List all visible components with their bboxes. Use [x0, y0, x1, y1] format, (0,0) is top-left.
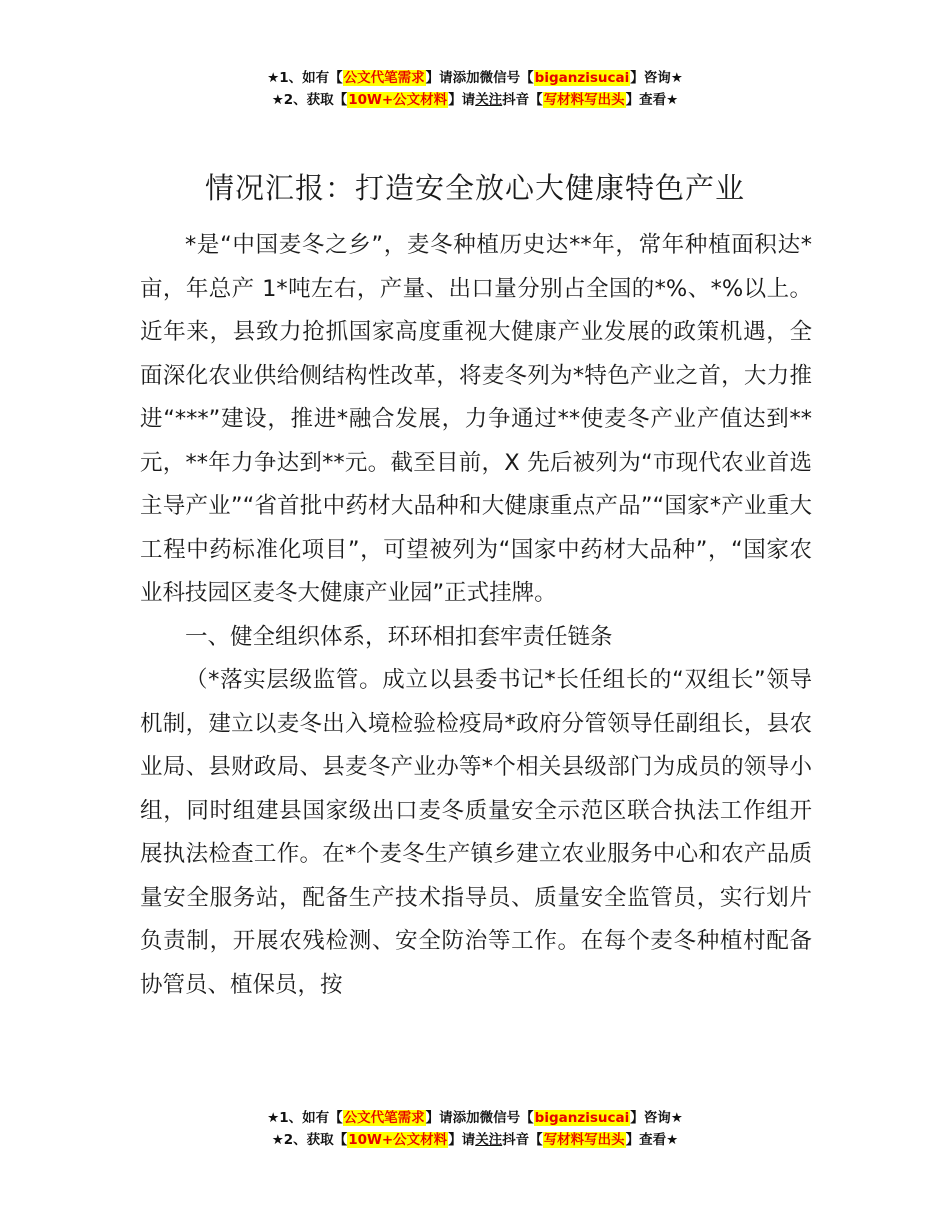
banner-highlight: 10W+公文材料 [348, 1132, 448, 1148]
banner-text: 】请 [448, 1132, 476, 1148]
banner-text: 】请添加微信号【 [425, 70, 534, 86]
banner-text: 】请 [448, 92, 476, 108]
banner-text: 】查看★ [625, 92, 679, 108]
banner-text: ★1、如有【 [267, 70, 343, 86]
banner-wechat-id: biganzisucai [534, 1110, 630, 1126]
banner-text: ★1、如有【 [267, 1110, 343, 1126]
document-body [140, 224, 812, 1007]
banner-text: 】查看★ [625, 1132, 679, 1148]
banner-highlight: 公文代笔需求 [343, 70, 425, 86]
banner-line-1 [0, 67, 950, 89]
banner-text: ★2、获取【 [271, 92, 348, 108]
header-banner [0, 67, 950, 111]
banner-highlight: 写材料写出头 [543, 1132, 625, 1148]
footer-banner [0, 1107, 950, 1151]
banner-wechat-id: biganzisucai [534, 70, 630, 86]
banner-underlined-text: 关注 [475, 1132, 503, 1148]
banner-highlight: 10W+公文材料 [348, 92, 448, 108]
banner-text: 】咨询★ [630, 1110, 683, 1126]
paragraph-section-1: （*落实层级监管。成立以县委书记*长任组长的“双组长”领导机制，建立以麦冬出入境检验检疫局*政府分管领导任副组长，县农业局、县财政局、县麦冬产业办等*个相关县级部门为成员的领导小组，同时组建县国家级出口麦冬质量安全示范区联合执法工作组开展执法检查工作。在*个麦冬生产镇乡建立农业服务中心和农产品质量安全服务站，配备生产技术指导员、质量安全监管员，实行划片负责制，开展农残检测、安全防治等工作。在每个麦冬种植村配备协管员、植保员，按 [140, 667, 812, 998]
banner-highlight: 写材料写出头 [543, 92, 625, 108]
document-title: 情况汇报：打造安全放心大健康特色产业 [204, 171, 745, 205]
banner-text: 抖音【 [502, 1132, 543, 1148]
banner-text: 抖音【 [502, 92, 543, 108]
banner-text: ★2、获取【 [271, 1132, 348, 1148]
banner-text: 】请添加微信号【 [425, 1110, 534, 1126]
banner-line-2 [0, 89, 950, 111]
banner-underlined-text: 关注 [475, 92, 503, 108]
section-heading: 一、健全组织体系，环环相扣套牢责任链条 [185, 623, 613, 650]
banner-line-1 [0, 1107, 950, 1129]
banner-line-2 [0, 1129, 950, 1151]
banner-text: 】咨询★ [630, 70, 683, 86]
banner-highlight: 公文代笔需求 [343, 1110, 425, 1126]
paragraph-intro: *是“中国麦冬之乡”，麦冬种植历史达**年，常年种植面积达*亩，年总产 1*吨左右，产量、出口量分别占全国的*%、*%以上。近年来，县致力抢抓国家高度重视大健康产业发展的政策机遇，全面深化农业供给侧结构性改革，将麦冬列为*特色产业之首，大力推进“***”建设，推进*融合发展，力争通过**使麦冬产业产值达到**元，**年力争达到**元。截至目前，X 先后被列为“市现代农业首选主导产业”“省首批中药材大品种和大健康重点产品”“国家*产业重大工程中药标准化项目”，可望被列为“国家中药材大品种”，“国家农业科技园区麦冬大健康产业园”正式挂牌。 [140, 232, 812, 606]
